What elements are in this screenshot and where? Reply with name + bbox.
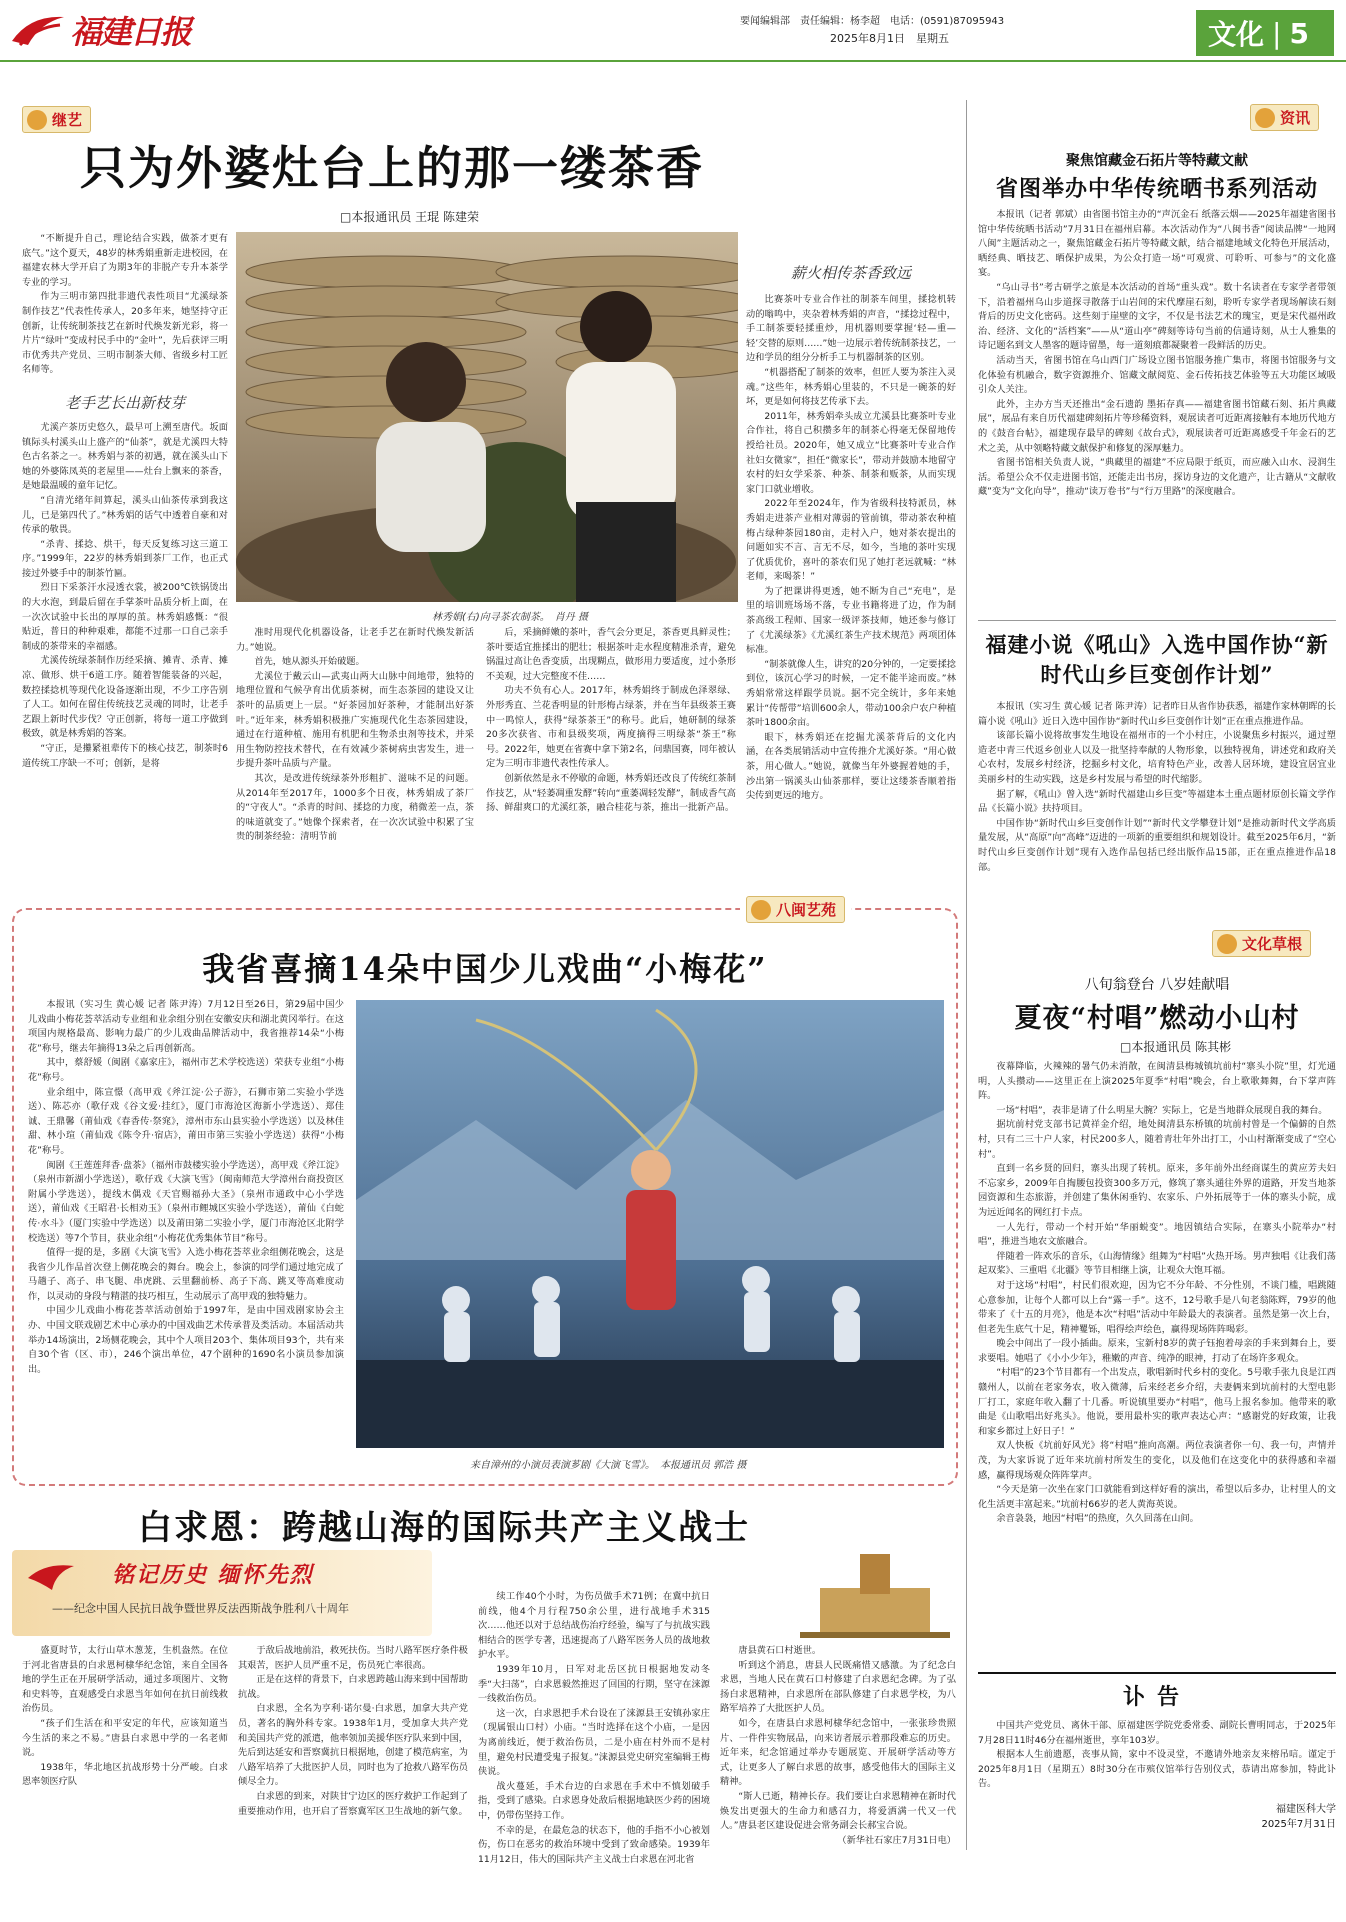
inherit-photo bbox=[236, 232, 738, 602]
opera-title: 我省喜摘14朵中国少儿戏曲“小梅花” bbox=[202, 950, 768, 988]
news-tag: 资讯 bbox=[1250, 104, 1319, 132]
village-kicker: 八旬翁登台 八岁娃献唱 bbox=[1084, 977, 1230, 993]
news1-title: 省图举办中华传统晒书系列活动 bbox=[995, 176, 1318, 202]
history-col2: 于敌后战地前沿，救死扶伤。当时八路军医疗条件极其艰苦，医护人员严重不足，伤员死亡率很高。 正是在这样的背景下，白求恩跨越山海来到中国帮助抗战。 白求恩，全名为亨利·诺尔曼·白求恩，加拿大共产党员，著名的胸外科专家。1938年1月，受加拿大共产党和美国共产党的派遣，他率领加美援华医疗队来到中国，先后到达延安和晋察冀抗日根据地，创建了模范病室，为八路军培养了大批医护人员，同时也为了抢救八路军伤员倾尽全力。 白求恩的到来，对陕甘宁边区的医疗救护工作起到了重要推动作用，也开启了晋察冀军区卫生战地的新气象。 bbox=[238, 1645, 468, 1817]
grass-icon bbox=[1217, 934, 1237, 954]
news1-kicker: 聚焦馆藏金石拓片等特藏文献 bbox=[1066, 153, 1248, 169]
inherit-sub2: 薪火相传茶香致远 bbox=[790, 264, 911, 282]
opera-body: 本报讯（实习生 黄心媛 记者 陈尹涛）7月12日至26日，第29届中国少儿戏曲小梅花荟萃活动专业组和业余组分别在安徽安庆和湖北黄冈举行。在这项国内规格最高、影响力最广的少儿戏曲品牌活动中，我省推荐14朵“小梅花”称号，继去年摘得13朵之后再创新高。 其中，蔡舒媛（闽剧《嘉家庄》，福州市艺术学校选送）荣获专业组“小梅花”称号。 业余组中，陈宣憬（高甲戏《斧江淀·公子游》，石狮市第二实验小学选送）、陈芯亦（歌仔戏《谷文爱·挂红》，厦门市海沧区海新小学选送）、郑佳诚、王鼎馨（莆仙戏《春香传·祭窕》，漳州市东山县实验小学选送）以及林佳甜、林小瑄（莆仙戏《陈令升·宿店》，莆田市第三实验小学选送）获得“小梅花”称号。 闽剧《王莲莲拜香·盘茶》（福州市鼓楼实验小学选送），高甲戏《斧江淀》（泉州市新湖小学选送），歌仔戏《大演飞雪》（闽南师范大学漳州台商投资区附属小学选送），提线木偶戏《天官赐福孙大圣》（泉州市通政中心小学选送），莆仙戏《王昭君·长相劝玉》（泉州市鲤城区实验小学选送），莆仙《白蛇传·水斗》（厦门实验中学选送）以及莆田第二实验小学，厦门市海沧区北附学校选送）等7个节目，获业余组“小梅花优秀集体节目”称号。 值得一提的是，多剧《大演飞雪》入选小梅花荟萃业余组侧花晚会，这是我省少儿作品首次登上侧花晚会的舞台。晚会上，参演的同学们通过地完成了马趟子、高子、串飞腿、串虎跳、云里翻前桥、高子下高、跳叉等高难度动作，以灵动的身段与精湛的技巧相互，生动展示了高甲戏的独特魅力。 中国少儿戏曲小梅花荟萃活动创始于1997年，是由中国戏剧家协会主办、中国文联戏剧艺术中心承办的中国戏曲艺术传承普及类活动。本届活动共举办14场演出，2场侧花晚会，其中个人项目203个、集体项目93个，共有来自30个省（区、市），246个演出单位，47个剧种的1690名小演员参加演出。 bbox=[28, 999, 344, 1375]
issue-date: 2025年8月1日 星期五 bbox=[830, 32, 949, 45]
inherit-col2: 准时用现代化机器设备，让老手艺在新时代焕发新活力。”她说。 首先，她从源头开始破题。 尤溪位于戴云山—武夷山两大山脉中间地带，独特的地理位置和气候孕育出优质茶树，而生态茶园的建设又让茶叶的品质更上一层。“好茶园加好茶种，才能制出好茶叶。”近年来，林秀娟积极推广实施现代化生态茶园建设，通过在行道种植、施用有机肥和生物杀虫剂等技术，并采用生物防控技术替代，在有效减少茶树病虫害发生，进一步提升茶叶品质与产量。 其次，是改进传统绿茶外形粗扩、滋味不足的问题。从2014年至2017年，1000多个日夜，林秀娟成了茶厂的“守夜人”。“杀青的时间、揉捻的力度，稍微差一点，茶的味道就变了。”她像个探索者，在一次次试验中积累了宝贵的制茶经验：清明节前 bbox=[236, 627, 474, 843]
village-title: 夏夜“村唱”燃动小山村 bbox=[1014, 1003, 1300, 1034]
village-byline: □本报通讯员 陈其彬 bbox=[1120, 1040, 1232, 1054]
news1-body: 本报讯（记者 郭斌）由省图书馆主办的“声沉金石 纸落云烟——2025年福建省图书馆中华传统晒书活动”7月31日在福州启幕。本次活动作为“八闽书香”阅读品牌“一地网八闽”主题活动之一，聚焦馆藏金石拓片等特藏文献，结合福建地域文化特色开展活动，晒经典、晒技艺、晒保护成果，为公众打造一场“可观赏、可聆听、可参与”的文化盛宴。 “乌山寻书”考古研学之旅是本次活动的首场“重头戏”。数十名读者在专家学者带领下，沿着福州乌山步道探寻散落于山岩间的宋代摩崖石刻，聆听专家学者现场解读石刻背后的历史文化密码。这些刻于崖壁的文字，不仅是书法艺术的瑰宝，更是宋代福州政治、经济、文化的“活档案”——从“道山亭”碑刻等诗句当前的信通诗刻，从士人雅集的诗记题名到文人墨客的题诗留墨，每一道刻痕都凝聚着一段鲜活的历史。 活动当天，省图书馆在乌山西门广场设立图书馆服务推广集市，将图书馆服务与文化体验有机融合，数字资源推介、馆藏文献阅览、金石传拓技艺体验等五大功能区域吸引众人关注。 此外，主办方当天还推出“金石遗韵 墨拓存真——福建省图书馆藏石刻、拓片典藏展”，展品有来自历代福建碑刻拓片等珍稀资料，观展读者可近距离接触有本地历代地方的《鼓音台帖》，福建现存最早的碑刻《故台式》，观展读者可近距离感受千年金石的艺术之美，从中领略特藏文献保护和修复的深厚魅力。 省图书馆相关负责人说，“典藏里的福建”不应局限于纸页，而应融入山水、浸润生活。希望公众不仅走进图书馆，还能走出书房，探访身边的文化遗产，让古籍从“文献收藏”变为“文化向导”，推动“读万卷书”与“行万里路”的深度融合。 bbox=[978, 209, 1336, 498]
newspaper-logo bbox=[10, 8, 190, 52]
inherit-col1: “不断提升自己，理论结合实践，做茶才更有底气。”这个夏天，48岁的林秀娟重新走进校园，在福建农林大学开启了为期3年的非脱产专升本茶学专业的学习。 作为三明市第四批非遗代表性项目“尤溪绿茶制作技艺”代表性传承人，20多年来，她坚持守正创新，让传统制茶技艺在新时代焕发新光彩，将一片片“绿叶”变成村民手中的“金叶”，先后获评三明市优秀共产党员、三明市制茶大师、省级乡村工匠名师等。 老手艺长出新枝芽 尤溪产茶历史悠久，最早可上溯至唐代。坂面镇际头村溪头山上盛产的“仙茶”，就是尤溪四大特色古名茶之一。林秀娟与茶的初遇，就在溪头山下她的外婆陈凤英的老屋里——灶台上飘来的茶香，是她最温暖的童年记忆。 “自清光绪年间算起，溪头山仙茶传承到我这儿，已是第四代了。”林秀娟的话气中透着自豪和对传承的敬畏。 “杀青、揉捻、烘干，每天反复练习这三道工序。”1999年，22岁的林秀娟到茶厂工作，也正式接过外婆手中的制茶竹匾。 烈日下采茶汗水浸透衣裳，被200℃铁锅烫出的大水泡，到最后留在手掌茶叶品质分析上面，在一次次试验中长出的厚厚的茧。林秀娟感慨：“很贴近，普日的种种艰难，都能不过那一口自己亲手制成的茶带来的幸福感。 尤溪传统绿茶制作历经采摘、摊青、杀青、摊凉、做形、烘干6道工序。随着智能装备的兴起，数控揉捻机等现代化设备逐渐出现，不少工序告别了人工。如何在留住传统技艺灵魂的同时，让老手艺跟上新时代步伐？守正创新，将每一道工序做到极致，就是林秀娟的答案。 “守正，是攥紧祖辈传下的核心技艺，制茶时6道传统工序缺一不可；创新，是将 bbox=[22, 233, 228, 769]
section-name: 文化 bbox=[1208, 18, 1265, 51]
inherit-tag: 继艺 bbox=[22, 106, 91, 134]
top-rule bbox=[0, 60, 1346, 62]
inherit-byline: □本报通讯员 王琨 陈建荣 bbox=[340, 210, 479, 224]
monument-icon bbox=[800, 1548, 950, 1638]
history-title: 白求恩：跨越山海的国际共产主义战士 bbox=[138, 1508, 750, 1548]
history-col3: 续工作40个小时，为伤员做手术71例；在冀中抗日前线，他4个月行程750余公里，进行战地手术315次……他还以对于总结战伤治疗经验，编写了与抗战实践相结合的医学专著，迅速提高了八路军医务人员的战地救护水平。 1939年10月，日军对北岳区抗日根据地发动冬季“大扫荡”，白求恩毅然推迟了回国的行期，坚守在涞源一线救治伤员。 这一次，白求恩把手术台设在了涞源县王安镇孙家庄（现属银山口村）小庙。“当时选择在这个小庙，一是因为离前线近，便于救治伤员，二是小庙在村外而不是村里，避免村民遭受鬼子报复。”涞源县党史研究室编辑王梅侠说。 战火蔓延，手术台边的白求恩在手术中不慎划破手指，受到了感染。白求恩身处敌后根据地缺医少药的困境中，仍带伤坚持工作。 不幸的是，在最危急的状态下，他的手指不小心被划伤，伤口在恶劣的救治环境中受到了致命感染。1939年11月12日，伟大的国际共产主义战士白求恩在河北省 bbox=[478, 1591, 710, 1865]
logo-flag-icon bbox=[10, 11, 66, 49]
opera-tag: 八闽艺苑 bbox=[740, 896, 851, 924]
obituary-date: 2025年7月31日 bbox=[1261, 1818, 1336, 1830]
news2-body: 本报讯（实习生 黄心媛 记者 陈尹涛）记者昨日从省作协获悉，福建作家林朝晖的长篇小说《吼山》近日入选中国作协“新时代山乡巨变创作计划”正在重点推进作品。 该部长篇小说将故事发生地设在福州市的一个小村庄，小说聚焦乡村振兴，通过塑造老中青三代返乡创业人以及一批坚持奉献的人物形象，以独特视角，讲述党和政府关心农村，发展乡村经济，挖掘乡村文化，培育特色产业，改善人居环境，建设宜居宜业美丽乡村的生动实践，这是乡村发展与希望的时代缩影。 据了解，《吼山》曾入选“新时代福建山乡巨变”等福建本土重点题材原创长篇文学作品《长篇小说》扶持项目。 中国作协“新时代山乡巨变创作计划”“新时代文学攀登计划”是推动新时代文学高质量发展，从“高原”向“高峰”迈进的一项新的重要组织和规划设计。截至2025年6月，“新时代山乡巨变创作计划”现有入选作品包括已经出版作品15部，正在重点推进作品18部。 bbox=[978, 701, 1336, 873]
column-divider bbox=[966, 100, 967, 1850]
history-banner-title: 铭记历史 缅怀先烈 bbox=[112, 1562, 314, 1588]
news2-title: 福建小说《吼山》入选中国作协“新时代山乡巨变创作计划” bbox=[985, 632, 1329, 687]
dove-icon bbox=[26, 1560, 76, 1594]
page-number: 5 bbox=[1289, 16, 1309, 50]
inherit-col4: 薪火相传茶香致远 比赛茶叶专业合作社的制茶车间里，揉捻机转动的嗡鸣中，夹杂着林秀娟的声音，“揉捻过程中，手工制茶要轻揉重炒，用机器则要掌握‘轻—重—轻’交替的原则……”她一边展示着传统制茶技艺，一边和学员的组分分析手工与机器制茶的区别。 “机器搭配了制茶的效率，但匠人要为茶注入灵魂。”这些年，林秀娟心里装的，不只是一碗茶的好坏，更是如何将技艺传承下去。 2011年，林秀娟牵头成立尤溪县比赛茶叶专业合作社，将自己积攒多年的制茶心得毫无保留地传授给社员。2020年，她又成立“比赛茶叶专业合作社妇女微家”，担任“微家长”，带动并鼓励本地留守农村的妇女学采茶、种茶、制茶和贩茶，从而实现家门口就业增收。 2022年至2024年，作为省级科技特派员，林秀娟走进茶产业相对薄弱的管前镇，带动茶农种植梅占绿种茶园180亩，走村入户，她对茶农提出的问题如实不言、言无不尽，如今，当地的茶叶实现了优质优价，喜叶的茶农们见了她打老远就喊：“林老师，来喝茶！” 为了把课讲得更透，她不断为自己“充电”，是里的培训班场场不落，专业书籍将进了边，作为制茶高级工程师、国家一级评茶技师，她还参与修订了《尤溪绿茶》《尤溪红茶生产技术规范》两项团体标准。 “制茶就像人生，讲究的20分钟的，一定要揉捻到位，该沉心学习的时候，一定不能半途而废。”林秀娟常常这样跟学员说。据不完全统计，多年来她累计“传帮带”培训600余人，带动100余户农户种植茶叶1800余亩。 眼下，林秀娟还在挖掘尤溪茶背后的文化内涵，在各类展销活动中宣传推介尤溪好茶。“用心做茶，用心做人。”她说，就像当年外婆握着她的手，沙出第一锅溪头山仙茶那样，要让这缕茶香顺着指尖传到更远的地方。 bbox=[746, 264, 956, 802]
opera-stage-photo bbox=[356, 1000, 944, 1448]
village-body: 夜幕降临，火辣辣的暑气仍未消散，在闽清县梅城镇坑前村“寨头小院”里，灯光通明，人头攒动——这里正在上演2025年夏季“村唱”晚会，台上歌歌舞舞，台下掌声阵阵。 一场“村唱”，表非是请了什么明星大腕？实际上，它是当地群众展现自我的舞台。 据坑前村党支部书记黄祥金介绍，地处闽清县东桥镇的坑前村曾是一个偏僻的自然村，只有二三十户人家，村民200多人，随着青壮年外出打工，小山村渐渐变成了“空心村”。 直到一名乡贤的回归，寨头出现了转机。原来，多年前外出经商谋生的黄应芳夫妇不忘家乡，2009年自掏腰包投资300多万元，修筑了寨头通往外界的道路，开发当地茶园资源和生态旅游，并创建了集休闲垂钓、农家乐、户外拓展等于一体的寨头小院，成为远近闻名的网红打卡点。 一人先行，带动一个村开始“华丽蜕变”。地因镇结合实际，在寨头小院举办“村唱”，推进当地农文旅融合。 伴随着一阵欢乐的音乐，《山海情缘》组舞为“村唱”火热开场。男声独唱《让我们荡起双桨》、三重唱《北疆》等节目相继上演，让观众大饱耳福。 对于这场“村唱”，村民们很欢迎，因为它不分年龄、不分性别，不谈门槛，唱跳随心意参加，让每个人都可以上台“露一手”。这不，12号歌手是八旬老翁陈辉，79岁的他带来了《十五的月亮》，他是本次“村唱”活动中年龄最大的表演者。虽然是第一次上台，但老先生底气十足，精神矍铄，唱得绘声绘色，赢得现场阵阵喝彩。 晚会中间出了一段小插曲。原来，宝新村8岁的黄子钰抱着母亲的手来到舞台上，要求要唱。她唱了《小小少年》，稚嫩的声音、纯净的眼神，打动了在场许多观众。 “村唱”的23个节目都有一个出发点，歌唱新时代乡村的变化。5号歌手张九良是江西赣州人，以前在老家务农，收入微薄，后来经老乡介绍，夫妻俩来到坑前村的大型电影厂打工，家庭年收入翻了十几番。听说镇里要办“村唱”，他马上报名参加。他带来的歌曲是《山歌唱出好兆头》。他说，要用最朴实的歌声表达心声：“感谢党的好政策，让我和家乡都过上好日子！” 双人快板《坑前好风光》将“村唱”推向高潮。两位表演者你一句、我一句，声情并茂，为大家诉说了近年来坑前村所发生的变化，以及他们在这变化中的获得感和幸福感，赢得现场观众阵阵掌声。 “今天是第一次坐在家门口就能看到这样好看的演出，希望以后多办，让村里人的文化生活更丰富起来。”坑前村66岁的老人黄海英说。 余音袅袅，地因“村唱”的热度，久久回荡在山间。 bbox=[978, 1061, 1336, 1525]
inherit-sub1: 老手艺长出新枝芽 bbox=[64, 393, 185, 412]
inherit-col3: 后，采摘鲜嫩的茶叶，香气会分更足，茶香更具鲜灵性；茶叶要适宜推揉出的肥壮；根据茶叶走水程度精准杀青，避免锅温过高让色香变质，出现糊点，做形用力要适度，过小条形不美观，过大完整度不佳…… 功夫不负有心人。2017年，林秀娟终于制成色泽翠绿、外形秀直、兰花香明显的针形梅占绿茶，并在当年县级茶王赛中一鸣惊人，获得“绿茶茶王”的称号。此后，她研制的绿茶20多次获省、市和县级奖项，两度摘得三明绿茶“茶王”称号。2022年，她更在省赛中拿下第2名，问鼎国赛，同年被认定为三明市非遗代表性传承人。 创新依然是永不停歇的命题，林秀娟还改良了传统红茶制作技艺，从“轻萎凋重发酵”转向“重萎凋轻发酵”，制成香气高扬、鲜甜爽口的尤溪红茶，融合桂花与茶，推出一批新产品。 bbox=[486, 627, 736, 814]
tea-icon bbox=[27, 110, 47, 130]
opera-photo bbox=[356, 1000, 944, 1448]
news-icon bbox=[1255, 108, 1275, 128]
inherit-photo-caption: 林秀娟(右)向寻茶农制茶。 肖丹 摄 bbox=[432, 612, 588, 623]
inherit-title: 只为外婆灶台上的那一缕茶香 bbox=[80, 141, 704, 195]
obituary-title: 讣告 bbox=[1122, 1684, 1191, 1710]
history-col1: 盛夏时节，太行山草木葱茏，生机盎然。在位于河北省唐县的白求恩柯棣华纪念馆，来自全国各地的学生正在开展研学活动，通过多项图片、文物和史料等，直观感受白求恩当年如何在抗日前线救治伤员。 “孩子们生活在和平安定的年代，应该知道当今生活的来之不易。”唐县白求恩中学的一名老师说。 1938年，华北地区抗战形势十分严峻。白求恩率领医疗队 bbox=[22, 1645, 228, 1788]
newspaper-name: 福建日报 bbox=[70, 13, 191, 51]
opera-photo-caption: 来自漳州的小演员表演芗剧《大演飞雪》。 本报通讯员 郭浩 摄 bbox=[470, 1460, 747, 1471]
section-tab: 文化 | 5 bbox=[1196, 10, 1334, 56]
masthead bbox=[0, 0, 1346, 96]
history-banner bbox=[12, 1550, 432, 1636]
news-divider bbox=[978, 620, 1336, 621]
village-tag: 文化草根 bbox=[1212, 930, 1311, 958]
tea-making-photo bbox=[236, 232, 738, 602]
opera-mask-icon bbox=[751, 900, 771, 920]
obituary-org: 福建医科大学 bbox=[1276, 1803, 1336, 1815]
editor-info: 要闻编辑部 责任编辑：杨李超 电话：(0591)87095943 bbox=[740, 16, 1005, 27]
obituary-box: 讣告 中国共产党党员、离休干部、原福建医学院党委常委、副院长曹明同志，于2025年7月28日11时46分在福州逝世，享年103岁。 根据本人生前遗愿，丧事从简，家中不设灵堂，不邀请外地亲友来榕吊唁。谨定于2025年8月1日（星期五）8时30分在市殡仪馆举行告别仪式，恭请出席参加，特此讣告。 福建医科大学 2025年7月31日 bbox=[978, 1672, 1336, 1912]
history-col4: 唐县黄石口村逝世。 听到这个消息，唐县人民既痛惜又感激。为了纪念白求恩，当地人民在黄石口村修建了白求恩纪念碑。为了弘扬白求恩精神，白求恩所在部队修建了白求恩学校，为八路军培养了大批医护人员。 如今，在唐县白求恩柯棣华纪念馆中，一张张珍贵照片、一件件实物展品，向来访者展示着那段难忘的历史。近年来，纪念馆通过举办专题展览、开展研学活动等方式，让更多人了解白求恩的故事，感受他伟大的国际主义精神。 “斯人已逝，精神长存。我们要让白求恩精神在新时代焕发出更强大的生命力和感召力，将爱洒满一代又一代人。”唐县老区建设促进会常务副会长郝宝合说。 （新华社石家庄7月31日电） bbox=[720, 1645, 956, 1846]
history-banner-sub: ——纪念中国人民抗日战争暨世界反法西斯战争胜利八十周年 bbox=[52, 1602, 349, 1615]
